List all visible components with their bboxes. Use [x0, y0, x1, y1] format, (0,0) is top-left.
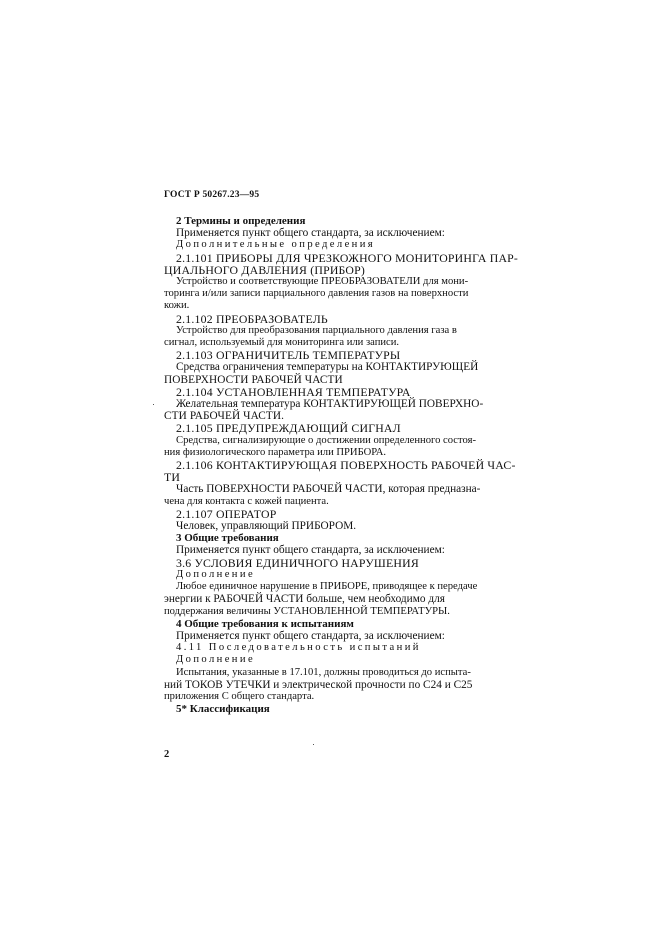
- text-line: Желательная температура КОНТАКТИРУЮЩЕЙ ПОВЕРХНО-: [176, 398, 484, 411]
- text-line: Применяется пункт общего стандарта, за исключением:: [176, 544, 445, 557]
- document-body: [164, 215, 522, 715]
- text-line: 2.1.101 ПРИБОРЫ ДЛЯ ЧРЕЗКОЖНОГО МОНИТОРИНГА ПАР-: [176, 250, 519, 265]
- text-line: СТИ РАБОЧЕЙ ЧАСТИ.: [164, 410, 285, 423]
- text-line: 3 Общие требования: [176, 532, 279, 545]
- text-line: поддержания величины УСТАНОВЛЕННОЙ ТЕМПЕРАТУРЫ.: [164, 605, 450, 617]
- text-line: торинга и/или записи парциального давления газов на поверхности: [164, 288, 469, 300]
- text-line: Устройство для преобразования парциального давления газа в: [176, 324, 457, 336]
- text-line: 2.1.103 ОГРАНИЧИТЕЛЬ ТЕМПЕРАТУРЫ: [176, 348, 401, 363]
- text-line: 2.1.104 УСТАНОВЛЕННАЯ ТЕМПЕРАТУРА: [176, 384, 411, 399]
- scan-speck: [153, 404, 154, 405]
- text-line: Применяется пункт общего стандарта, за исключением:: [176, 629, 445, 642]
- text-line: ний ТОКОВ УТЕЧКИ и электрической прочности по С24 и С25: [164, 678, 473, 691]
- text-line: 2.1.105 ПРЕДУПРЕЖДАЮЩИЙ СИГНАЛ: [176, 421, 401, 436]
- text-line: сигнал, используемый для мониторинга или записи.: [164, 337, 400, 349]
- scan-speck: [313, 744, 314, 745]
- text-line: кожи.: [164, 300, 190, 312]
- text-line: приложения С общего стандарта.: [164, 690, 315, 702]
- page-number: 2: [164, 749, 170, 760]
- text-line: 2.1.102 ПРЕОБРАЗОВАТЕЛЬ: [176, 311, 328, 326]
- text-line: 2.1.106 КОНТАКТИРУЮЩАЯ ПОВЕРХНОСТЬ РАБОЧЕЙ ЧАС-: [176, 458, 516, 473]
- text-line: Дополнение: [176, 654, 256, 666]
- text-line: Дополнение: [176, 568, 256, 580]
- text-line: ния физиологического параметра или ПРИБОРА.: [164, 446, 387, 458]
- text-line: ЦИАЛЬНОГО ДАВЛЕНИЯ (ПРИБОР): [164, 262, 366, 277]
- text-line: Средства, сигнализирующие о достижении определенного состоя-: [176, 434, 476, 446]
- text-line: 2.1.107 ОПЕРАТОР: [176, 506, 277, 521]
- text-line: 2 Термины и определения: [176, 215, 306, 227]
- text-line: 4 Общие требования к испытаниям: [176, 617, 354, 630]
- text-line: 3.6 УСЛОВИЯ ЕДИНИЧНОГО НАРУШЕНИЯ: [176, 555, 419, 570]
- text-line: 4.11 Последовательность испытаний: [176, 642, 421, 654]
- text-line: Любое единичное нарушение в ПРИБОРЕ, приводящее к передаче: [176, 581, 478, 593]
- text-line: ТИ: [164, 470, 181, 485]
- text-line: Средства ограничения температуры на КОНТАКТИРУЮЩЕЙ: [176, 361, 479, 374]
- text-line: 5* Классификация: [176, 703, 270, 716]
- text-line: Часть ПОВЕРХНОСТИ РАБОЧЕЙ ЧАСТИ, которая предназна-: [176, 483, 481, 496]
- text-line: Дополнительные определения: [176, 239, 376, 251]
- text-line: ПОВЕРХНОСТИ РАБОЧЕЙ ЧАСТИ: [164, 373, 343, 386]
- text-line: Устройство и соответствующие ПРЕОБРАЗОВАТЕЛИ для мони-: [176, 276, 469, 288]
- text-line: Человек, управляющий ПРИБОРОМ.: [176, 520, 357, 533]
- text-line: Испытания, указанные в 17.101, должны проводиться до испыта-: [176, 666, 471, 678]
- document-code-header: ГОСТ Р 50267.23—95: [164, 190, 260, 200]
- text-line: чена для контакта с кожей пациента.: [164, 495, 329, 507]
- text-line: Применяется пункт общего стандарта, за исключением:: [176, 227, 445, 240]
- text-line: энергии к РАБОЧЕЙ ЧАСТИ больше, чем необходимо для: [164, 593, 445, 606]
